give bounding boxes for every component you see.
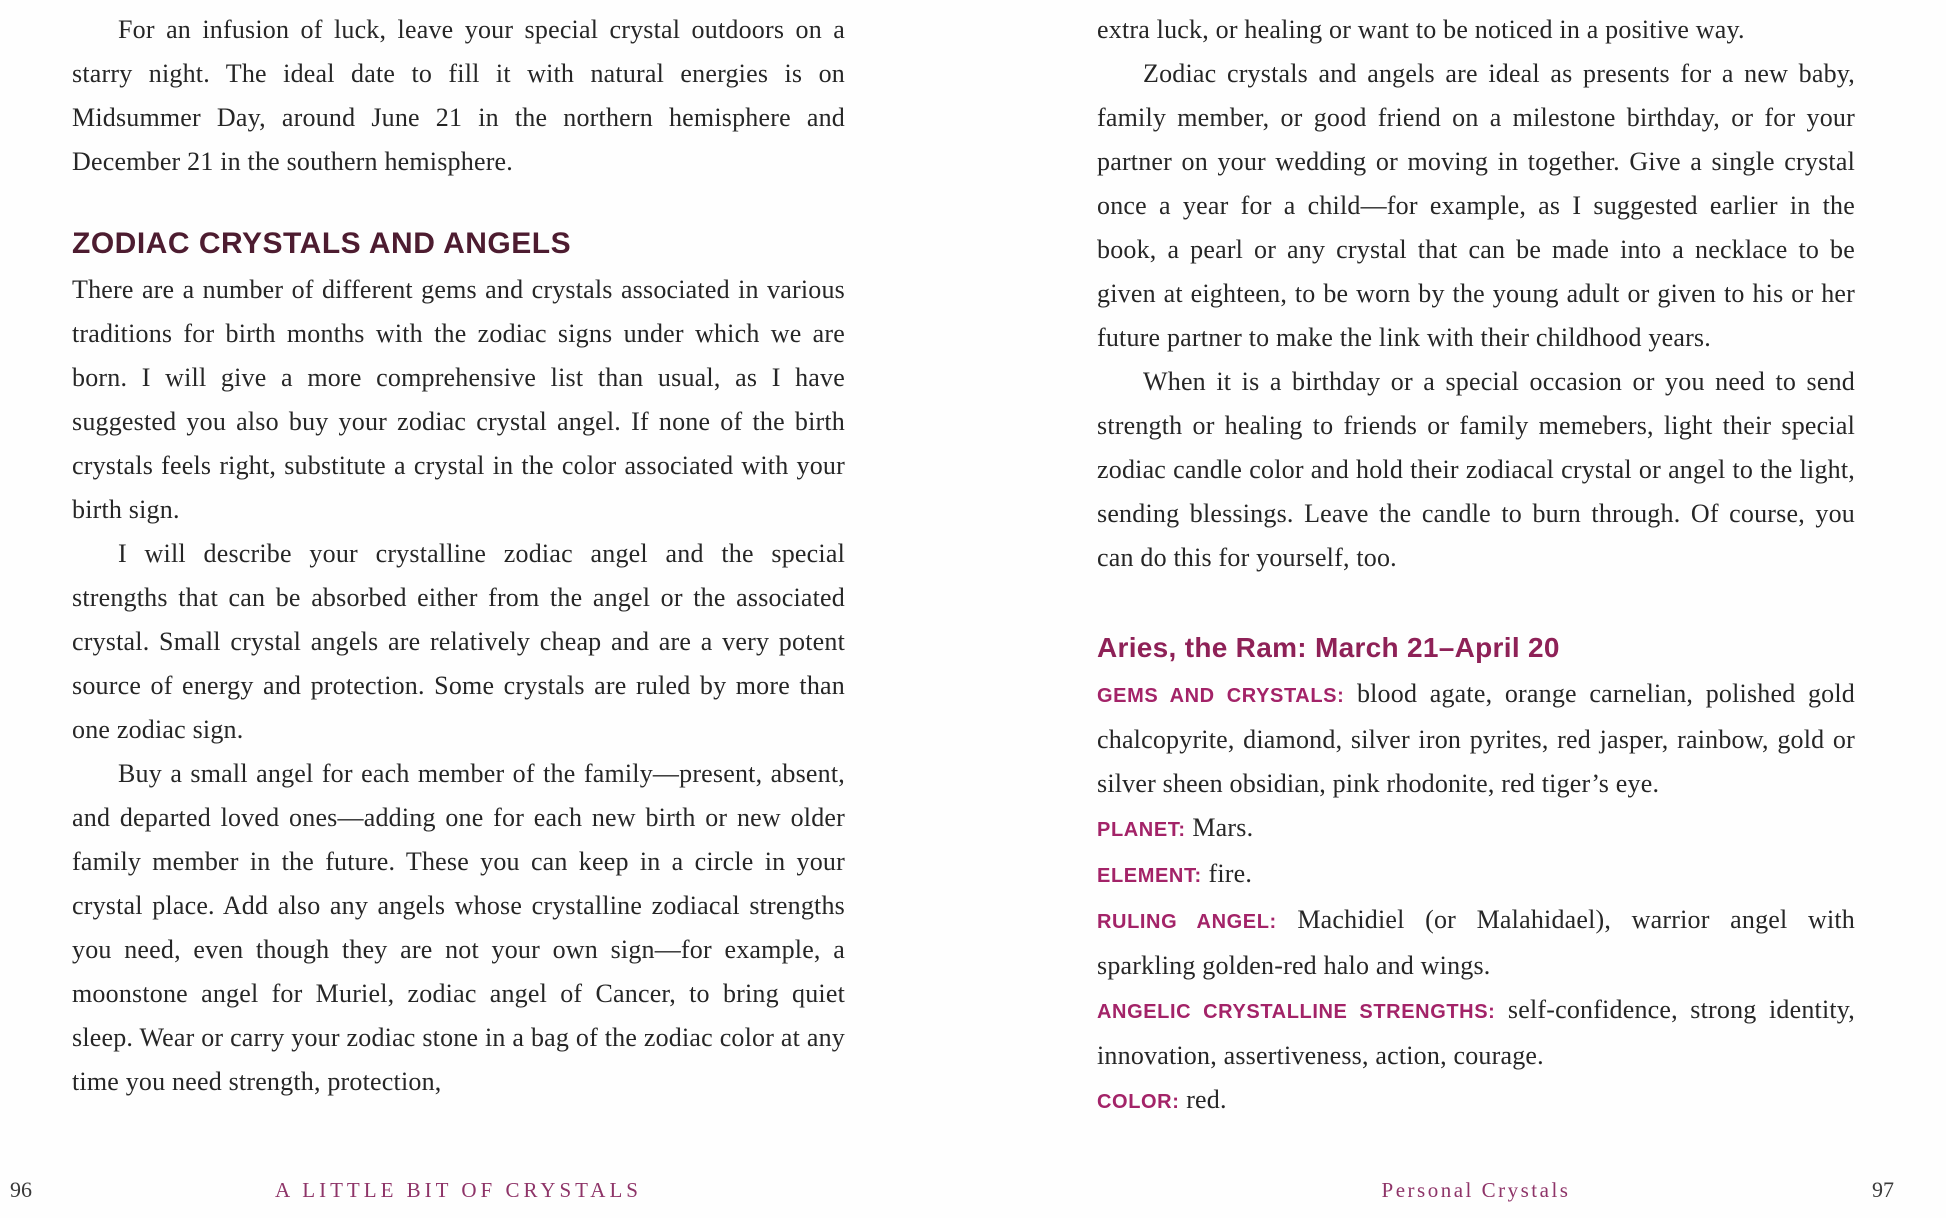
body-paragraph: extra luck, or healing or want to be noticed in a positive way. (1097, 15, 1745, 44)
zodiac-sign-heading: Aries, the Ram: March 21–April 20 (1097, 632, 1560, 663)
body-paragraph: When it is a birthday or a special occasion or you need to send strength or healing to friends or family memebers, light their special zodiac candle color and hold their zodiacal crystal or angel to the light, sending blessings. Leave the candle to burn through. Of course, you can do this for yourself, too. (1097, 367, 1855, 572)
page-number: 96 (10, 1177, 32, 1202)
zodiac-entry (1097, 988, 1855, 1078)
entry-value: Machidiel (or Malahidael), warrior angel with sparkling golden-red halo and wings. (1097, 905, 1856, 980)
body-paragraph: For an infusion of luck, leave your special crystal outdoors on a starry night. The ideal date to fill it with natural energies is on Midsummer Day, around June 21 in the northern hemisphere and December 21 in the southern hemisphere. (72, 15, 845, 176)
body-paragraph: There are a number of different gems and crystals associated in various traditions for birth months with the zodiac signs under which we are born. I will give a more comprehensive list than usual, as I have suggested you also buy your zodiac crystal angel. If none of the birth crystals feels right, substitute a crystal in the color associated with your birth sign. (72, 275, 845, 524)
page-number: 97 (1872, 1177, 1894, 1202)
entry-label: RULING ANGEL: (1097, 911, 1277, 933)
entry-value: Mars. (1192, 813, 1254, 842)
entry-label: GEMS AND CRYSTALS: (1097, 685, 1345, 707)
entry-value: fire. (1208, 859, 1253, 888)
body-paragraph: Buy a small angel for each member of the family—present, absent, and departed loved ones—adding one for each new birth or new older family member in the future. These you can keep in a circle in your crystal place. Add also any angels whose crystalline zodiacal strengths you need, even though they are not your own sign—for example, a moonstone angel for Muriel, zodiac angel of Cancer, to bring quiet sleep. Wear or carry your zodiac stone in a bag of the zodiac color at any time you need strength, protection, (72, 759, 845, 1096)
zodiac-entry (1097, 898, 1855, 988)
running-head: Personal Crystals (1381, 1178, 1571, 1202)
entry-label: COLOR: (1097, 1091, 1180, 1113)
right-page-text-column (1097, 8, 1855, 1124)
zodiac-entry (1097, 672, 1855, 806)
entry-label: ELEMENT: (1097, 865, 1202, 887)
running-head: A LITTLE BIT OF CRYSTALS (275, 1178, 642, 1202)
entry-label: ANGELIC CRYSTALLINE STRENGTHS: (1097, 1001, 1496, 1023)
section-heading: ZODIAC CRYSTALS AND ANGELS (72, 227, 572, 260)
left-page-text-column (72, 8, 845, 1104)
entry-value: red. (1186, 1085, 1227, 1114)
body-paragraph: I will describe your crystalline zodiac angel and the special strengths that can be absorbed either from the angel or the associated crystal. Small crystal angels are relatively cheap and are a very potent source of energy and protection. Some crystals are ruled by more than one zodiac sign. (72, 539, 845, 744)
zodiac-entry (1097, 852, 1855, 898)
zodiac-entry (1097, 806, 1855, 852)
entry-value: self-confidence, strong identity, innovation, assertiveness, action, courage. (1097, 995, 1856, 1070)
zodiac-entry (1097, 1078, 1855, 1124)
entry-value: blood agate, orange carnelian, polished gold chalcopyrite, diamond, silver iron pyrites, red jasper, rainbow, gold or silver sheen obsidian, pink rhodonite, red tiger’s eye. (1097, 679, 1855, 798)
entry-label: PLANET: (1097, 819, 1186, 841)
body-paragraph: Zodiac crystals and angels are ideal as presents for a new baby, family member, or good friend on a milestone birthday, or for your partner on your wedding or moving in together. Give a single crystal once a year for a child—for example, as I suggested earlier in the book, a pearl or any crystal that can be made into a necklace to be given at eighteen, to be worn by the young adult or given to his or her future partner to make the link with their childhood years. (1097, 59, 1855, 352)
